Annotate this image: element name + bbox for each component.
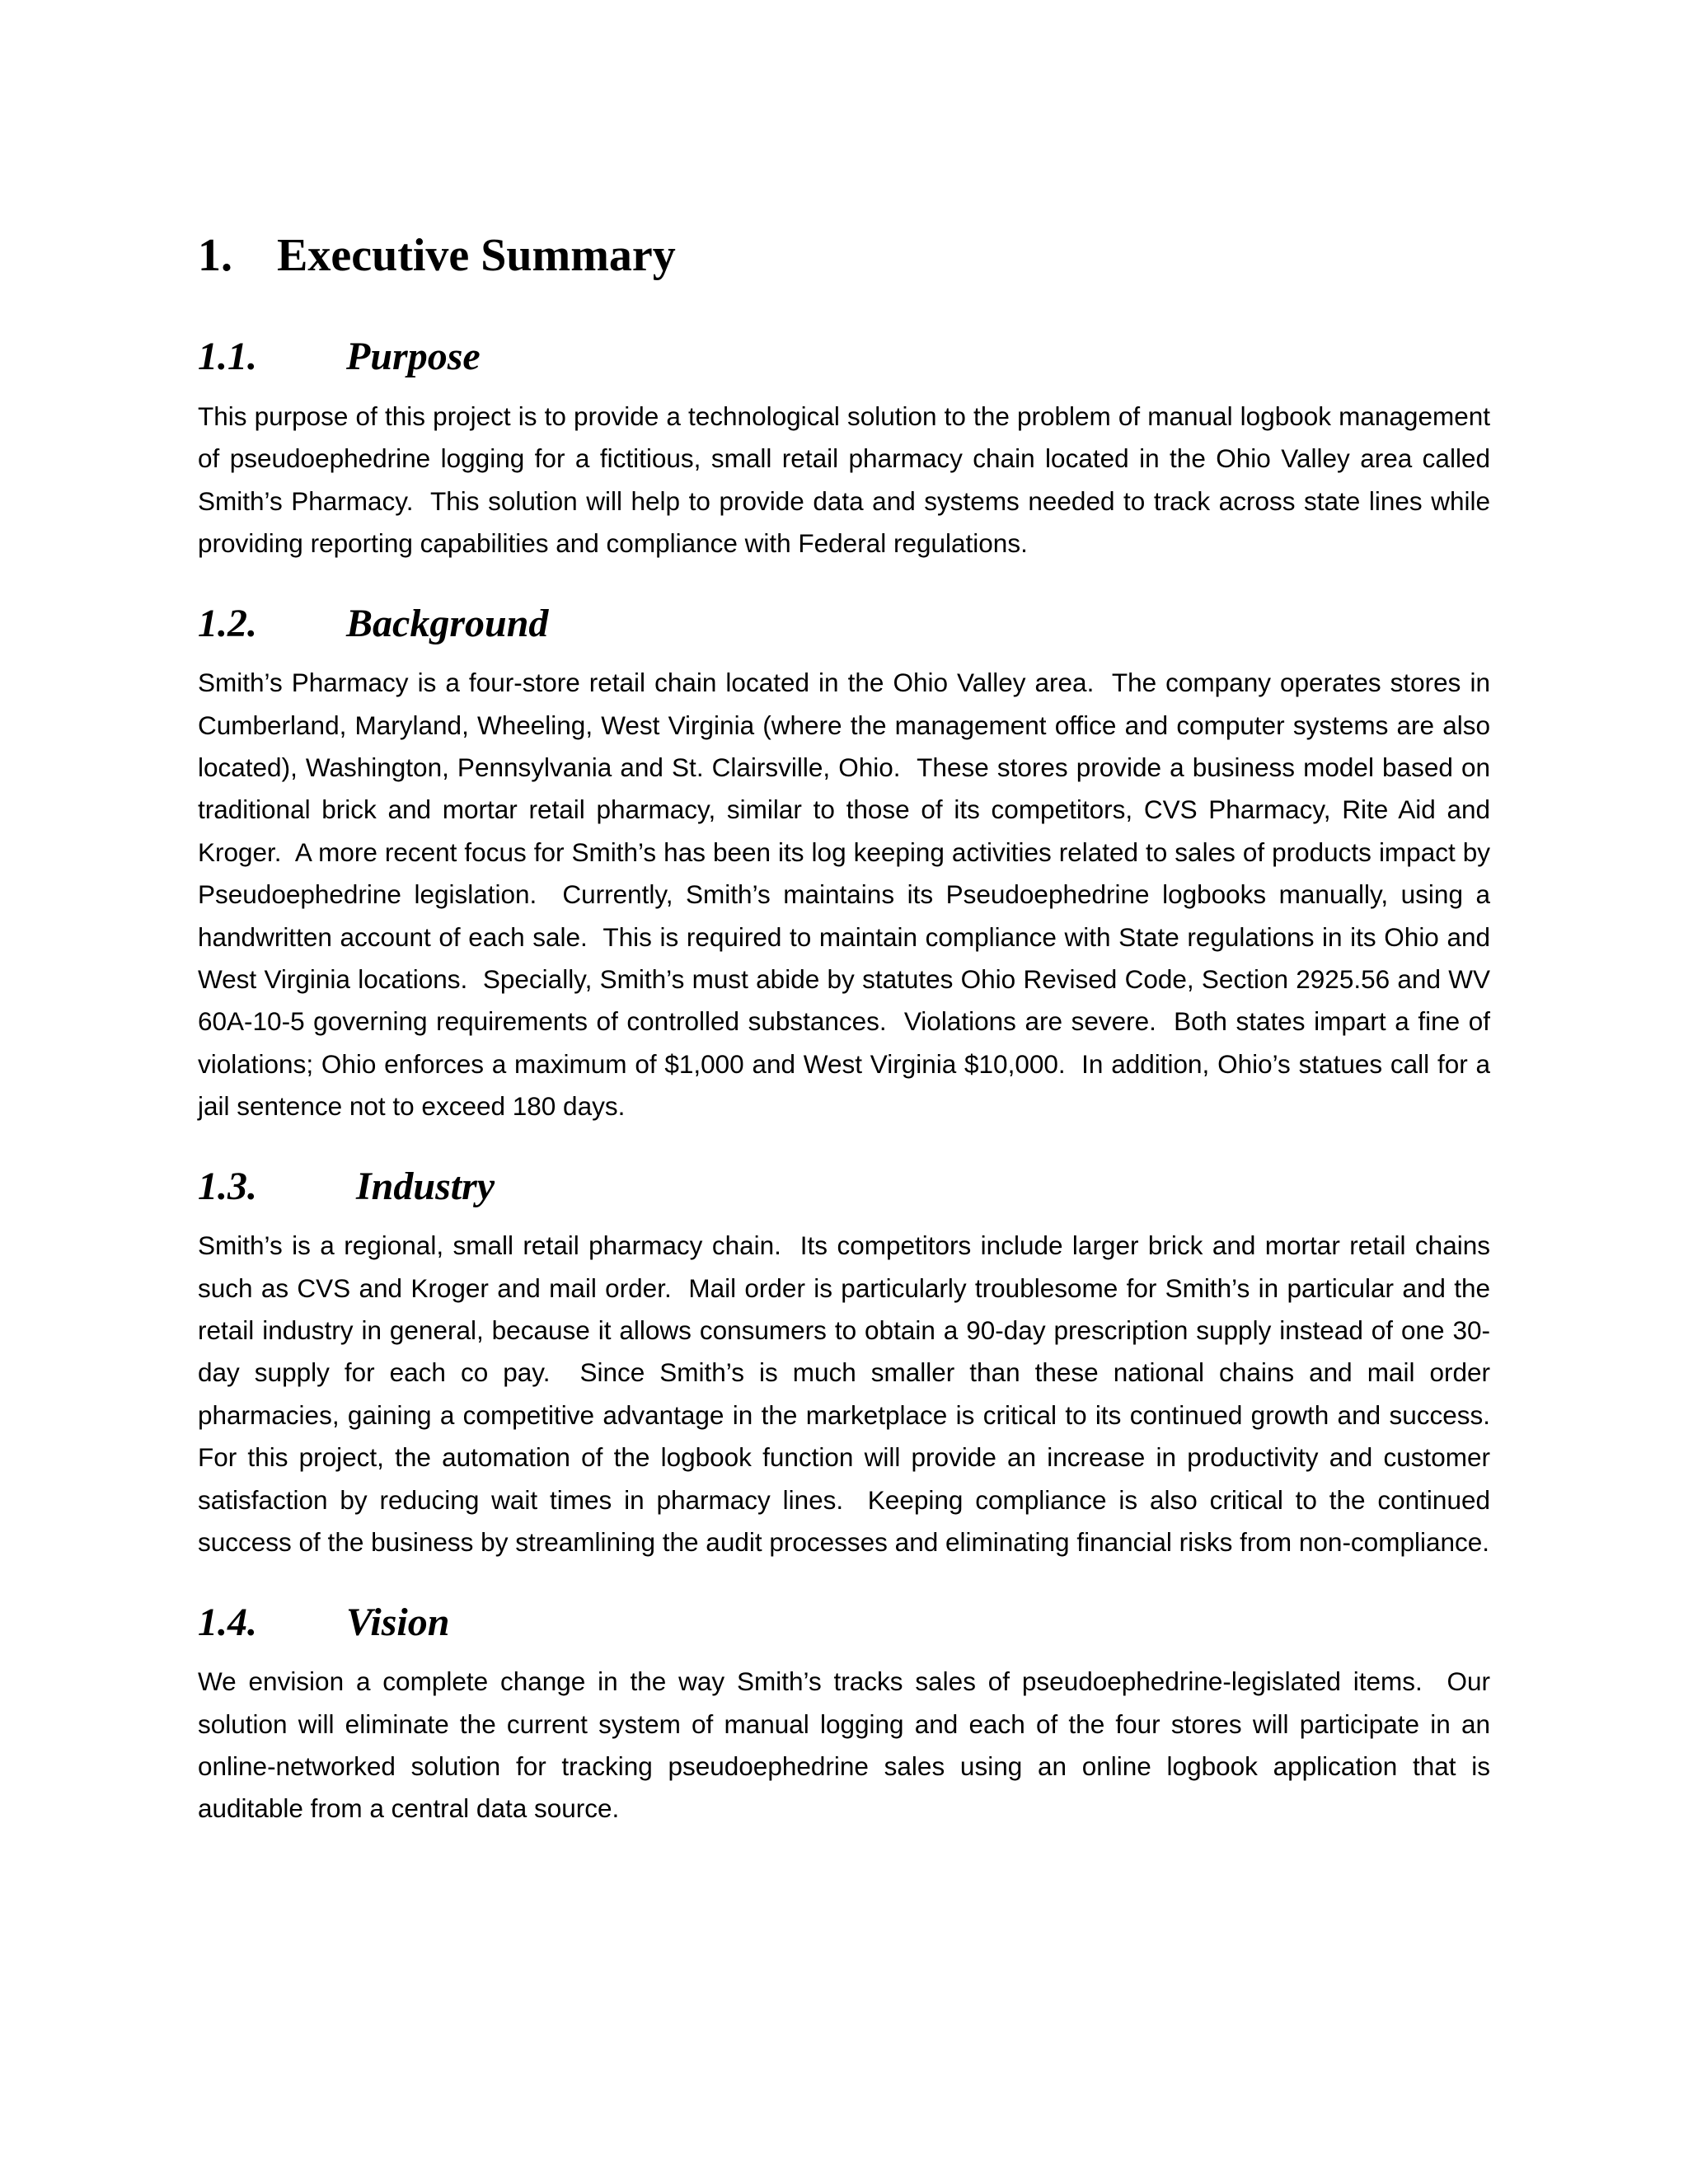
section-heading [198,333,1490,381]
section-title: Background [346,601,549,645]
section-heading [198,1163,1490,1211]
section-body: This purpose of this project is to provide a technological solution to the problem of manual logbook management of pseudoephedrine logging for a fictitious, small retail pharmacy chain located in the Ohio Valley area called Smith’s Pharmacy. This solution will help to provide data and systems needed to track across state lines while providing reporting capabilities and compliance with Federal regulations. [198,401,1498,559]
chapter-title: Executive Summary [277,230,676,281]
section-background [198,600,1498,1128]
section-industry [198,1163,1505,1564]
section-number: 1.4. [198,1600,257,1644]
section-heading [198,600,1490,648]
section-number: 1.3. [198,1164,257,1208]
section-title: Purpose [346,335,481,379]
chapter-number: 1. [198,230,232,281]
section-body: We envision a complete change in the way Smith’s tracks sales of pseudoephedrine-legislated items. Our solution will eliminate the current system of manual logging and each of the four stores will participate in an online-networked solution for tracking pseudoephedrine sales using an online logbook application that is auditable from a central data source. [198,1666,1498,1824]
section-body: Smith’s Pharmacy is a four-store retail chain located in the Ohio Valley area. The company operates stores in Cumberland, Maryland, Wheeling, West Virginia (where the management office and computer systems are also located), Washington, Pennsylvania and St. Clairsville, Ohio. These stores provide a business model based on traditional brick and mortar retail pharmacy, similar to those of its competitors, CVS Pharmacy, Rite Aid and Kroger. A more recent focus for Smith’s has been its log keeping activities related to sales of products impact by Pseudoephedrine legislation. Currently, Smith’s maintains its Pseudoephedrine logbooks manually, using a handwritten account of each sale. This is required to maintain compliance with State regulations in its Ohio and West Virginia locations. Specially, Smith’s must abide by statutes Ohio Revised Code, Section 2925.56 and WV 60A-10-5 governing requirements of controlled substances. Violations are severe. Both states impart a fine of violations; Ohio enforces a maximum of $1,000 and West Virginia $10,000. In addition, Ohio’s statues call for a jail sentence not to exceed 180 days. [198,668,1498,1122]
section-vision [198,1599,1498,1830]
section-number: 1.2. [198,601,257,645]
section-body: Smith’s is a regional, small retail pharmacy chain. Its competitors include larger brick and mortar retail chains such as CVS and Kroger and mail order. Mail order is particularly troublesome for Smith’s in particular and the retail industry in general, because it allows consumers to obtain a 90-day prescription supply instead of one 30-day supply for each co pay. Since Smith’s is much smaller than these national chains and mail order pharmacies, gaining a competitive advantage in the marketplace is critical to its continued growth and success. For this project, the automation of the logbook function will provide an increase in productivity and customer satisfaction by reducing wait times in pharmacy lines. Keeping compliance is also critical to the continued success of the business by streamlining the audit processes and eliminating financial risks from non-compliance. [198,1230,1505,1558]
section-title: Vision [346,1600,450,1644]
document-content [198,229,1505,1865]
section-heading [198,1599,1490,1647]
section-title: Industry [356,1164,495,1208]
section-purpose [198,333,1498,565]
chapter-heading [198,229,1490,282]
section-number: 1.1. [198,335,257,379]
